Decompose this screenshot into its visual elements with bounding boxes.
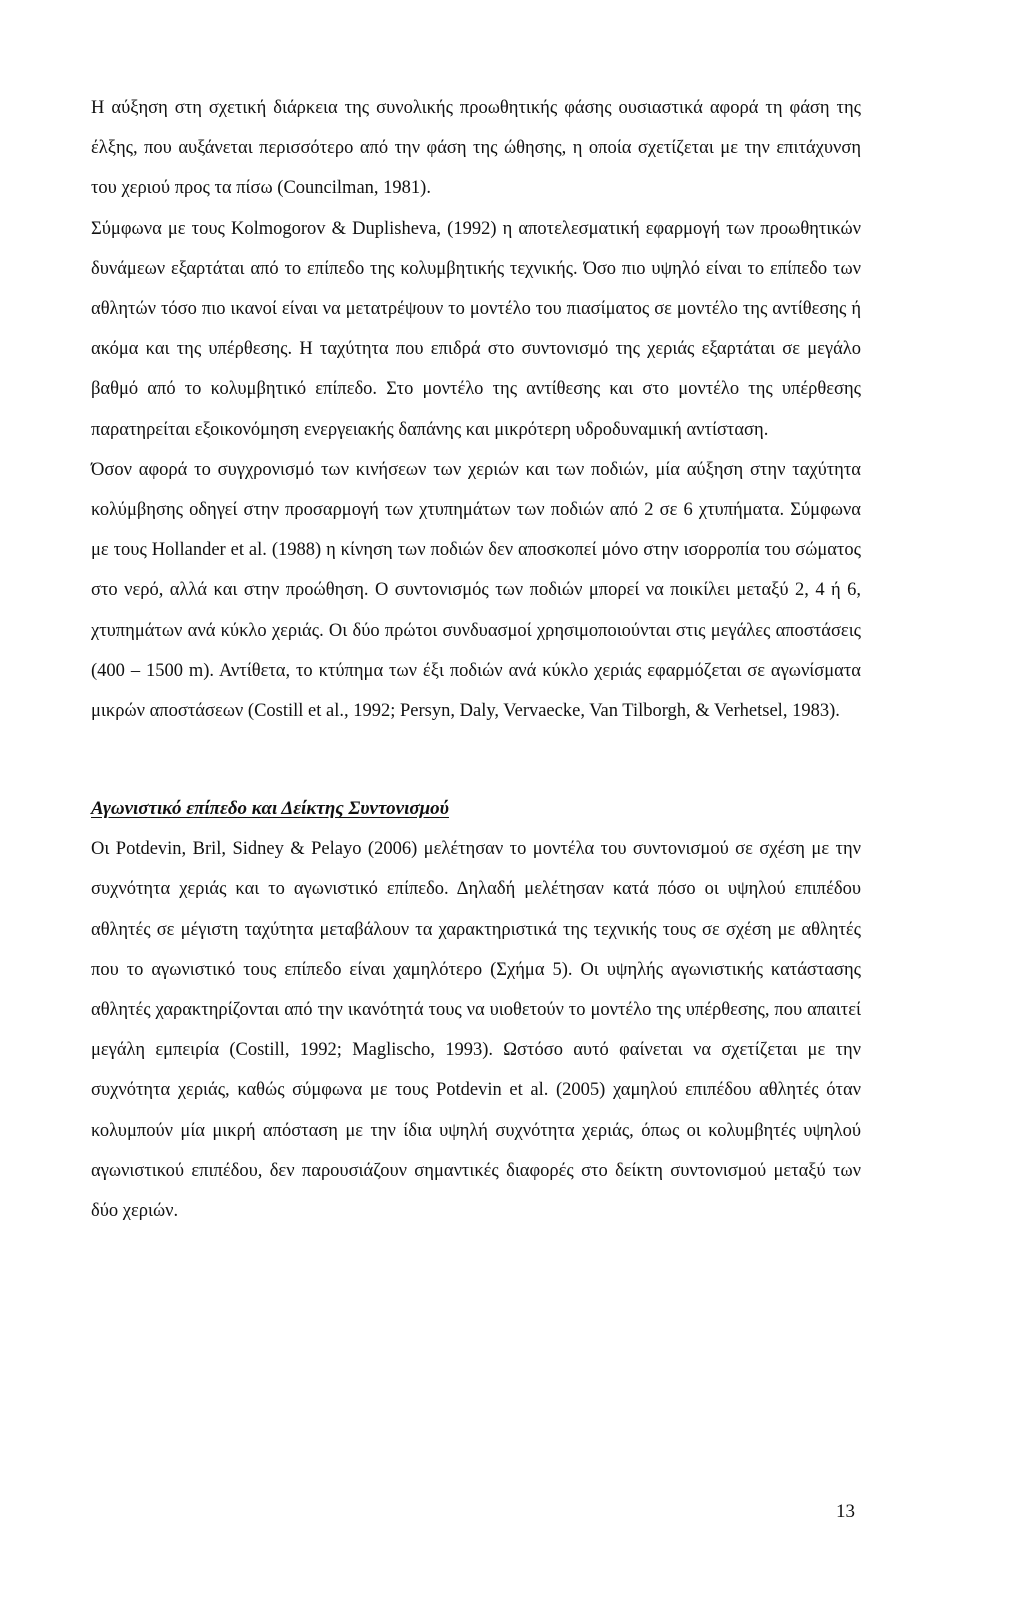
paragraph-propulsive-forces: Σύμφωνα με τους Kolmogorov & Duplisheva, (1992) η αποτελεσματική εφαρμογή των προωθητικών δυνάμεων εξαρτάται από το επίπεδο της κολυμβητικής τεχνικής. Όσο πιο υψηλό είναι το επίπεδο των αθλητών τόσο πιο ικανοί είναι να μετατρέψουν το μοντέλο του πιασίματος σε μοντέλο της αντίθεσης ή ακόμα και της υπέρθεσης. Η ταχύτητα που επιδρά στο συντονισμό της χεριάς εξαρτάται σε μεγάλο βαθμό από το κολυμβητικό επίπεδο. Στο μοντέλο της αντίθεσης και στο μοντέλο της υπέρθεσης παρατηρείται εξοικονόμηση ενεργειακής δαπάνης και μικρότερη υδροδυναμική αντίσταση. bbox=[91, 218, 861, 440]
document-body bbox=[91, 88, 861, 1231]
paragraph-arm-leg-coordination: Όσον αφορά το συγχρονισμό των κινήσεων των χεριών και των ποδιών, μία αύξηση στην ταχύτητα κολύμβησης οδηγεί στην προσαρμογή των χτυπημάτων των ποδιών από 2 σε 6 χτυπήματα. Σύμφωνα με τους Hollander et al. (1988) η κίνηση των ποδιών δεν αποσκοπεί μόνο στην ισορροπία του σώματος στο νερό, αλλά και στην προώθηση. Ο συντονισμός των ποδιών μπορεί να ποικίλει μεταξύ 2, 4 ή 6, χτυπημάτων ανά κύκλο χεριάς. Οι δύο πρώτοι συνδυασμοί χρησιμοποιούνται στις μεγάλες αποστάσεις (400 – 1500 m). Αντίθετα, το κτύπημα των έξι ποδιών ανά κύκλο χεριάς εφαρμόζεται σε αγωνίσματα μικρών αποστάσεων (Costill et al., 1992; Persyn, Daly, Vervaecke, Van Tilborgh, & Verhetsel, 1983). bbox=[91, 459, 861, 722]
section-heading: Αγωνιστικό επίπεδο και Δείκτης Συντονισμού bbox=[91, 798, 449, 820]
paragraph-competitive-level: Οι Potdevin, Bril, Sidney & Pelayo (2006) μελέτησαν το μοντέλα του συντονισμού σε σχέση με την συχνότητα χεριάς και το αγωνιστικό επίπεδο. Δηλαδή μελέτησαν κατά πόσο οι υψηλού επιπέδου αθλητές σε μέγιστη ταχύτητα μεταβάλουν τα χαρακτηριστικά της τεχνικής τους σε σχέση με αθλητές που το αγωνιστικό τους επίπεδο είναι χαμηλότερο (Σχήμα 5). Οι υψηλής αγωνιστικής κατάστασης αθλητές χαρακτηρίζονται από την ικανότητά τους να υιοθετούν το μοντέλο της υπέρθεσης, που απαιτεί μεγάλη εμπειρία (Costill, 1992; Maglischo, 1993). Ωστόσο αυτό φαίνεται να σχετίζεται με την συχνότητα χεριάς, καθώς σύμφωνα με τους Potdevin et al. (2005) χαμηλού επιπέδου αθλητές όταν κολυμπούν μία μικρή απόσταση με την ίδια υψηλή συχνότητα χεριάς, όπως οι κολυμβητές υψηλού αγωνιστικού επιπέδου, δεν παρουσιάζουν σημαντικές διαφορές στο δείκτη συντονισμού μεταξύ των δύο χεριών. bbox=[91, 839, 861, 1222]
page-number: 13 bbox=[836, 1501, 855, 1522]
paragraph-stroke-phase: Η αύξηση στη σχετική διάρκεια της συνολικής προωθητικής φάσης ουσιαστικά αφορά τη φάση της έλξης, που αυξάνεται περισσότερο από την φάση της ώθησης, η οποία σχετίζεται με την επιτάχυνση του χεριού προς τα πίσω (Councilman, 1981). bbox=[91, 98, 861, 199]
